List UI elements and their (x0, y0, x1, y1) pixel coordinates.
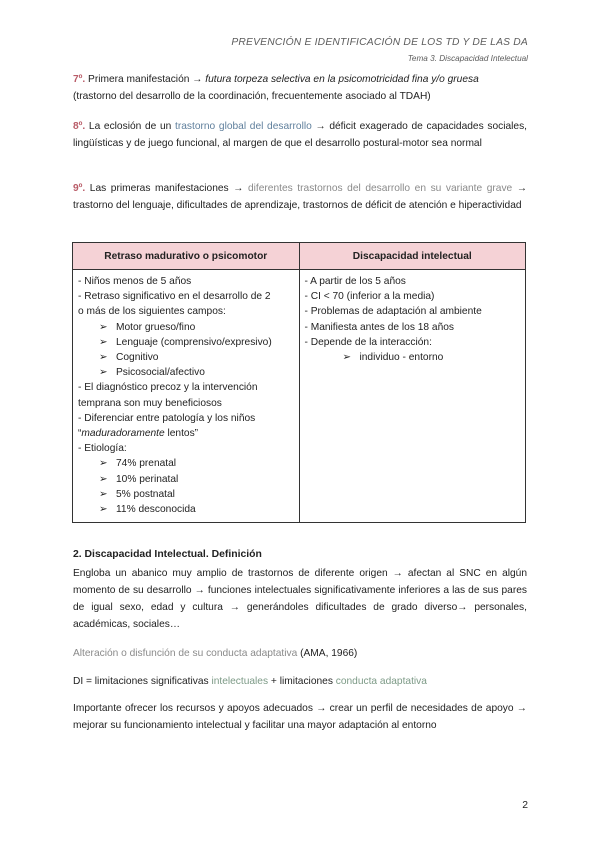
comparison-table (72, 242, 526, 523)
list-item: - Depende de la interacción: (304, 336, 432, 348)
item-7-lead: Primera manifestación → (85, 74, 206, 85)
sub-item-text: Psicosocial/afectivo (116, 367, 205, 379)
arrow-bullet-icon: ➢ (342, 352, 352, 364)
di-lead: DI = limitaciones significativas (73, 676, 212, 687)
arrow-bullet-icon: ➢ (99, 367, 108, 379)
arrow-bullet-icon: ➢ (99, 488, 108, 500)
sub-item-text: individuo - entorno (359, 352, 444, 364)
di-conducta-highlight: conducta adaptativa (335, 676, 427, 687)
sub-item-text: 74% prenatal (116, 458, 177, 470)
item-8-highlight: trastorno global del desarrollo (175, 121, 312, 132)
list-item: - El diagnóstico precoz y la intervención (78, 382, 258, 394)
di-plus: + limitaciones (268, 676, 336, 687)
item-7-number: 7º. (73, 74, 86, 85)
arrow-bullet-icon: ➢ (99, 336, 108, 348)
sub-item-text: Motor grueso/fino (116, 321, 196, 333)
item-9-paragraph (73, 180, 527, 214)
list-item: - Diferenciar entre patología y los niños (78, 412, 256, 424)
list-item: - A partir de los 5 años (304, 276, 406, 287)
sub-item-text: Lenguaje (comprensivo/expresivo) (116, 336, 272, 348)
sub-list-item (78, 365, 294, 380)
item-7-paragraph (73, 71, 527, 105)
alteration-rest: (AMA, 1966) (297, 648, 358, 659)
sub-list-item (78, 335, 294, 350)
list-item: - CI < 70 (inferior a la media) (304, 291, 435, 303)
list-item: - Niños menos de 5 años (78, 276, 192, 287)
quote-open: “ (78, 428, 82, 440)
sub-list-item (78, 472, 294, 487)
list-item: - Problemas de adaptación al ambiente (304, 306, 482, 318)
document-header-subtitle: Tema 3. Discapacidad Intelectual (407, 54, 528, 63)
list-item (78, 426, 294, 441)
page-number: 2 (522, 800, 528, 811)
arrow-bullet-icon: ➢ (99, 352, 108, 364)
di-intelectuales-highlight: intelectuales (211, 676, 269, 687)
support-paragraph: Importante ofrecer los recursos y apoyos adecuados → crear un perfil de necesidades de apoyo → mejorar su funcionamiento intelectual y facilitar una mayor adaptación al entorno (73, 703, 527, 731)
item-9-rest: → trastorno del lenguaje, dificultades de aprendizaje, trastornos de déficit de atención e hiperactividad (73, 183, 528, 211)
sub-list-item (78, 487, 294, 502)
sub-list-item (305, 350, 521, 365)
definition-paragraph: Engloba un abanico muy amplio de trastornos de diferente origen → afectan al SNC en algún momento de su desarrollo → funciones intelectuales significativamente inferiores a las de sus pares de igual sexo, edad y cultura → generándoles dificultades de grado diverso→ personales, académicas, sociales… (73, 568, 527, 630)
arrow-bullet-icon: ➢ (99, 458, 108, 470)
alteration-paragraph (73, 645, 527, 662)
item-9-lead: Las primeras manifestaciones → (85, 183, 248, 194)
quote-rest: lentos” (164, 428, 199, 440)
arrow-bullet-icon: ➢ (99, 321, 108, 333)
item-7-rest: (trastorno del desarrollo de la coordinación, frecuentemente asociado al TDAH) (73, 91, 431, 102)
section-title: 2. Discapacidad Intelectual. Definición (73, 549, 262, 560)
table-body-row (73, 270, 525, 522)
list-item: temprana son muy beneficiosos (78, 397, 222, 409)
sub-list-item (78, 320, 294, 335)
sub-item-text: 5% postnatal (116, 488, 175, 500)
table-cell-discapacidad (299, 270, 526, 522)
item-8-paragraph (73, 118, 527, 152)
item-9-highlight: diferentes trastornos del desarrollo en su variante grave (247, 183, 513, 194)
item-8-lead: La eclosión de un (85, 121, 176, 132)
italic-term: maduradoramente (81, 428, 165, 440)
list-item: - Etiología: (78, 443, 127, 455)
arrow-bullet-icon: ➢ (99, 473, 108, 485)
item-8-number: 8º. (73, 121, 86, 132)
table-header-row (73, 243, 525, 270)
sub-item-text: 11% desconocida (116, 504, 196, 516)
list-item: - Retraso significativo en el desarrollo de 2 (78, 291, 271, 303)
sub-list-item (78, 350, 294, 365)
sub-list-item (78, 502, 294, 517)
list-item: - Manifiesta antes de los 18 años (304, 321, 455, 333)
table-header-retraso: Retraso madurativo o psicomotor (104, 250, 268, 262)
list-item: o más de los siguientes campos: (78, 306, 226, 318)
arrow-bullet-icon: ➢ (99, 504, 108, 516)
table-header-discapacidad: Discapacidad intelectual (299, 243, 526, 269)
item-9-number: 9º. (73, 183, 86, 194)
sub-list-item (78, 456, 294, 471)
sub-item-text: 10% perinatal (116, 473, 179, 485)
document-header-title: PREVENCIÓN E IDENTIFICACIÓN DE LOS TD Y DE LAS DA (231, 37, 528, 48)
item-7-italic: futura torpeza selectiva en la psicomotricidad fina y/o gruesa (205, 74, 479, 85)
di-formula-paragraph (73, 673, 527, 690)
alteration-highlight: Alteración o disfunción de su conducta adaptativa (73, 648, 298, 659)
item-8-rest: → déficit exagerado de capacidades sociales, lingüísticas y de juego funcional, al margen de que el desarrollo postural-motor sea normal (73, 121, 528, 149)
table-cell-retraso (73, 270, 299, 522)
sub-item-text: Cognitivo (116, 352, 159, 364)
